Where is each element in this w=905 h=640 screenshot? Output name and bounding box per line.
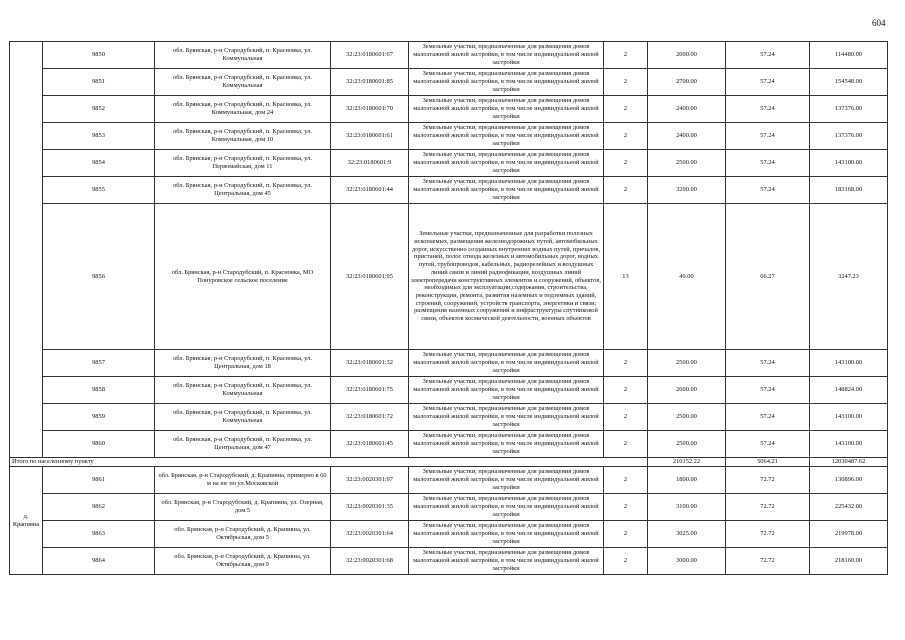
address-cell: обл. Брянская, р-н Стародубский, п. Красновка, ул. Коммунальная (155, 404, 331, 431)
row-number: 9859 (43, 404, 155, 431)
table-row (10, 204, 888, 350)
cadastral-number-cell: 32:23:0180601:61 (331, 123, 409, 150)
group-code-cell: 2 (604, 431, 648, 458)
table-row (10, 69, 888, 96)
address-cell: обл. Брянская, р-н Стародубский, п. Красновка, ул. Коммунальная, дом 24 (155, 96, 331, 123)
specific-value-cell: 57.24 (726, 123, 810, 150)
area-cell: 2500.00 (648, 150, 726, 177)
address-cell: обл. Брянская, р-н Стародубский, д. Крапивна, ул. Озерная, дом 5 (155, 494, 331, 521)
land-use-purpose-cell: Земельные участки, предназначенные для размещения домов малоэтажной жилой застройки, в том числе индивидуальной жилой застройки (409, 177, 604, 204)
cadastral-number-cell: 32:23:0020301:64 (331, 521, 409, 548)
cadastral-value-cell: 143100.00 (810, 350, 888, 377)
cadastral-value-cell: 143100.00 (810, 150, 888, 177)
cadastral-number-cell: 32:23:0180601:32 (331, 350, 409, 377)
group-code-cell: 2 (604, 404, 648, 431)
table-row (10, 177, 888, 204)
table-row (10, 150, 888, 177)
table-row (10, 96, 888, 123)
specific-value-cell: 57.24 (726, 377, 810, 404)
address-cell: обл. Брянская, р-н Стародубский, п. Красновка, ул. Коммунальная, дом 10 (155, 123, 331, 150)
cadastral-number-cell: 32:23:0180601:75 (331, 377, 409, 404)
cadastral-value-cell: 143100.00 (810, 404, 888, 431)
row-number: 9862 (43, 494, 155, 521)
address-cell: обл. Брянская, р-н Стародубский, п. Красновка, ул. Коммунальная (155, 69, 331, 96)
locality-total-row (10, 458, 888, 467)
land-use-purpose-cell: Земельные участки, предназначенные для размещения домов малоэтажной жилой застройки, в том числе индивидуальной жилой застройки (409, 350, 604, 377)
cadastral-value-cell: 130896.00 (810, 467, 888, 494)
land-use-purpose-cell: Земельные участки, предназначенные для размещения домов малоэтажной жилой застройки, в том числе индивидуальной жилой застройки (409, 377, 604, 404)
specific-value-cell: 72.72 (726, 548, 810, 575)
group-code-cell: 2 (604, 467, 648, 494)
address-cell: обл. Брянская, р-н Стародубский, д. Крапивна, ул. Октябрьская, дом 9 (155, 548, 331, 575)
total-specific-value: 5064.21 (726, 458, 810, 467)
specific-value-cell: 57.24 (726, 177, 810, 204)
locality-name: д. Крапивна (10, 467, 43, 575)
cadastral-value-cell: 137376.00 (810, 96, 888, 123)
specific-value-cell: 57.24 (726, 404, 810, 431)
area-cell: 2000.00 (648, 42, 726, 69)
total-label: Итого по населенному пункту (10, 458, 648, 467)
land-use-purpose-cell: Земельные участки, предназначенные для размещения домов малоэтажной жилой застройки, в том числе индивидуальной жилой застройки (409, 431, 604, 458)
land-use-purpose-cell: Земельные участки, предназначенные для размещения домов малоэтажной жилой застройки, в том числе индивидуальной жилой застройки (409, 404, 604, 431)
area-cell: 49.00 (648, 204, 726, 350)
table-row (10, 123, 888, 150)
cadastral-number-cell: 32:23:0180601:67 (331, 42, 409, 69)
group-code-cell: 2 (604, 150, 648, 177)
specific-value-cell: 57.24 (726, 150, 810, 177)
group-code-cell: 13 (604, 204, 648, 350)
specific-value-cell: 57.24 (726, 96, 810, 123)
group-code-cell: 2 (604, 42, 648, 69)
group-code-cell: 2 (604, 69, 648, 96)
land-use-purpose-cell: Земельные участки, предназначенные для размещения домов малоэтажной жилой застройки, в том числе индивидуальной жилой застройки (409, 42, 604, 69)
total-area: 210152.22 (648, 458, 726, 467)
row-number: 9852 (43, 96, 155, 123)
cadastral-number-cell: 32:23:0180601:85 (331, 69, 409, 96)
specific-value-cell: 72.72 (726, 494, 810, 521)
address-cell: обл. Брянская, р-н Стародубский, д. Крапивна, ул. Октябрьская, дом 5 (155, 521, 331, 548)
land-use-purpose-cell: Земельные участки, предназначенные для размещения домов малоэтажной жилой застройки, в том числе индивидуальной жилой застройки (409, 467, 604, 494)
land-use-purpose-cell: Земельные участки, предназначенные для размещения домов малоэтажной жилой застройки, в том числе индивидуальной жилой застройки (409, 150, 604, 177)
row-number: 9853 (43, 123, 155, 150)
address-cell: обл. Брянская, р-н Стародубский, п. Красновка, ул. Центральная, дом 45 (155, 177, 331, 204)
row-number: 9856 (43, 204, 155, 350)
row-number: 9861 (43, 467, 155, 494)
group-code-cell: 2 (604, 350, 648, 377)
row-number: 9855 (43, 177, 155, 204)
table-row (10, 377, 888, 404)
cadastral-value-table (9, 41, 888, 575)
area-cell: 3200.00 (648, 177, 726, 204)
specific-value-cell: 66.27 (726, 204, 810, 350)
cadastral-number-cell: 32:23:0020301:35 (331, 494, 409, 521)
address-cell: обл. Брянская, р-н Стародубский, п. Красновка, ул. Первомайская, дом 11 (155, 150, 331, 177)
group-code-cell: 2 (604, 521, 648, 548)
land-use-purpose-cell: Земельные участки, предназначенные для размещения домов малоэтажной жилой застройки, в том числе индивидуальной жилой застройки (409, 521, 604, 548)
specific-value-cell: 57.24 (726, 42, 810, 69)
table-row (10, 42, 888, 69)
land-use-purpose-cell: Земельные участки, предназначенные для размещения домов малоэтажной жилой застройки, в том числе индивидуальной жилой застройки (409, 96, 604, 123)
cadastral-value-cell: 137376.00 (810, 123, 888, 150)
area-cell: 2500.00 (648, 404, 726, 431)
cadastral-value-cell: 183168.00 (810, 177, 888, 204)
address-cell: обл. Брянская, р-н Стародубский, п. Красновка, ул. Коммунальная (155, 42, 331, 69)
row-number: 9854 (43, 150, 155, 177)
specific-value-cell: 57.24 (726, 69, 810, 96)
table-row (10, 494, 888, 521)
land-use-purpose-cell: Земельные участки, предназначенные для размещения домов малоэтажной жилой застройки, в том числе индивидуальной жилой застройки (409, 69, 604, 96)
area-cell: 2600.00 (648, 377, 726, 404)
cadastral-number-cell: 32:23:0180601:44 (331, 177, 409, 204)
specific-value-cell: 72.72 (726, 467, 810, 494)
cadastral-value-cell: 219978.00 (810, 521, 888, 548)
group-code-cell: 2 (604, 177, 648, 204)
table-row (10, 521, 888, 548)
address-cell: обл. Брянская, р-н Стародубский, п. Красновка, ул. Центральная, дом 18 (155, 350, 331, 377)
row-number: 9860 (43, 431, 155, 458)
area-cell: 3000.00 (648, 548, 726, 575)
table-row (10, 548, 888, 575)
row-number: 9850 (43, 42, 155, 69)
table-row (10, 467, 888, 494)
cadastral-value-cell: 225432.00 (810, 494, 888, 521)
land-use-purpose-cell: Земельные участки, предназначенные для размещения домов малоэтажной жилой застройки, в том числе индивидуальной жилой застройки (409, 123, 604, 150)
area-cell: 2700.00 (648, 69, 726, 96)
cadastral-number-cell: 32:23:0020301:97 (331, 467, 409, 494)
table-row (10, 431, 888, 458)
land-use-purpose-cell: Земельные участки, предназначенные для разработки полезных ископаемых, размещения железнодорожных путей, автомобильных дорог, искусственно созданных внутренних водных путей, причалов, пристаней, полос отвода железных и автомобильных дорог, водных путей, трубопроводов, кабельных, радиорелейных и воздушных линий связи и линий радиофикации, воздушных линий электропередачи конструктивных элементов и сооружений, объектов, необходимых для эксплуатации,содержания, строительства, реконструкции, ремонта, развития наземных и подземных зданий, строений, сооружений, устройств транспорта, энергетики и связи; размещения наземных сооружений и инфраструктуры спутниковой связи, объектов космической деятельности, военных объектов (409, 204, 604, 350)
group-code-cell: 2 (604, 96, 648, 123)
cadastral-number-cell: 32:23:0180601:72 (331, 404, 409, 431)
cadastral-number-cell: 32:23:0020301:68 (331, 548, 409, 575)
area-cell: 2400.00 (648, 123, 726, 150)
total-cadastral-value: 12030487.62 (810, 458, 888, 467)
cadastral-number-cell: 32:23:0180601:70 (331, 96, 409, 123)
specific-value-cell: 57.24 (726, 350, 810, 377)
address-cell: обл. Брянская, р-н Стародубский, п. Красновка, МО Понуровское сельское поселение (155, 204, 331, 350)
row-number: 9864 (43, 548, 155, 575)
land-use-purpose-cell: Земельные участки, предназначенные для размещения домов малоэтажной жилой застройки, в том числе индивидуальной жилой застройки (409, 548, 604, 575)
group-code-cell: 2 (604, 123, 648, 150)
cadastral-value-cell: 143100.00 (810, 431, 888, 458)
group-code-cell: 2 (604, 377, 648, 404)
area-cell: 3100.00 (648, 494, 726, 521)
area-cell: 2500.00 (648, 350, 726, 377)
specific-value-cell: 72.72 (726, 521, 810, 548)
row-number: 9857 (43, 350, 155, 377)
area-cell: 1800.00 (648, 467, 726, 494)
row-number: 9851 (43, 69, 155, 96)
cadastral-number-cell: 32:23:0180601:45 (331, 431, 409, 458)
area-cell: 2500.00 (648, 431, 726, 458)
address-cell: обл. Брянская, р-н Стародубский, д. Крапивна, примерно в 60 м на юг по ул.Московской (155, 467, 331, 494)
land-use-purpose-cell: Земельные участки, предназначенные для размещения домов малоэтажной жилой застройки, в том числе индивидуальной жилой застройки (409, 494, 604, 521)
group-code-cell: 2 (604, 548, 648, 575)
cadastral-value-cell: 154548.00 (810, 69, 888, 96)
row-number: 9863 (43, 521, 155, 548)
area-cell: 2400.00 (648, 96, 726, 123)
group-code-cell: 2 (604, 494, 648, 521)
page-number: 604 (872, 18, 886, 28)
cadastral-value-cell: 3247.23 (810, 204, 888, 350)
area-cell: 3025.00 (648, 521, 726, 548)
cadastral-value-cell: 114480.00 (810, 42, 888, 69)
cadastral-number-cell: 32:23:0180601:9 (331, 150, 409, 177)
address-cell: обл. Брянская, р-н Стародубский, п. Красновка, ул. Центральная, дом 47 (155, 431, 331, 458)
locality-cell (10, 42, 43, 458)
cadastral-number-cell: 32:23:0180601:95 (331, 204, 409, 350)
specific-value-cell: 57.24 (726, 431, 810, 458)
table-row (10, 350, 888, 377)
cadastral-value-cell: 218160.00 (810, 548, 888, 575)
table-row (10, 404, 888, 431)
cadastral-value-cell: 148824.00 (810, 377, 888, 404)
address-cell: обл. Брянская, р-н Стародубский, п. Красновка, ул. Коммунальная (155, 377, 331, 404)
row-number: 9858 (43, 377, 155, 404)
